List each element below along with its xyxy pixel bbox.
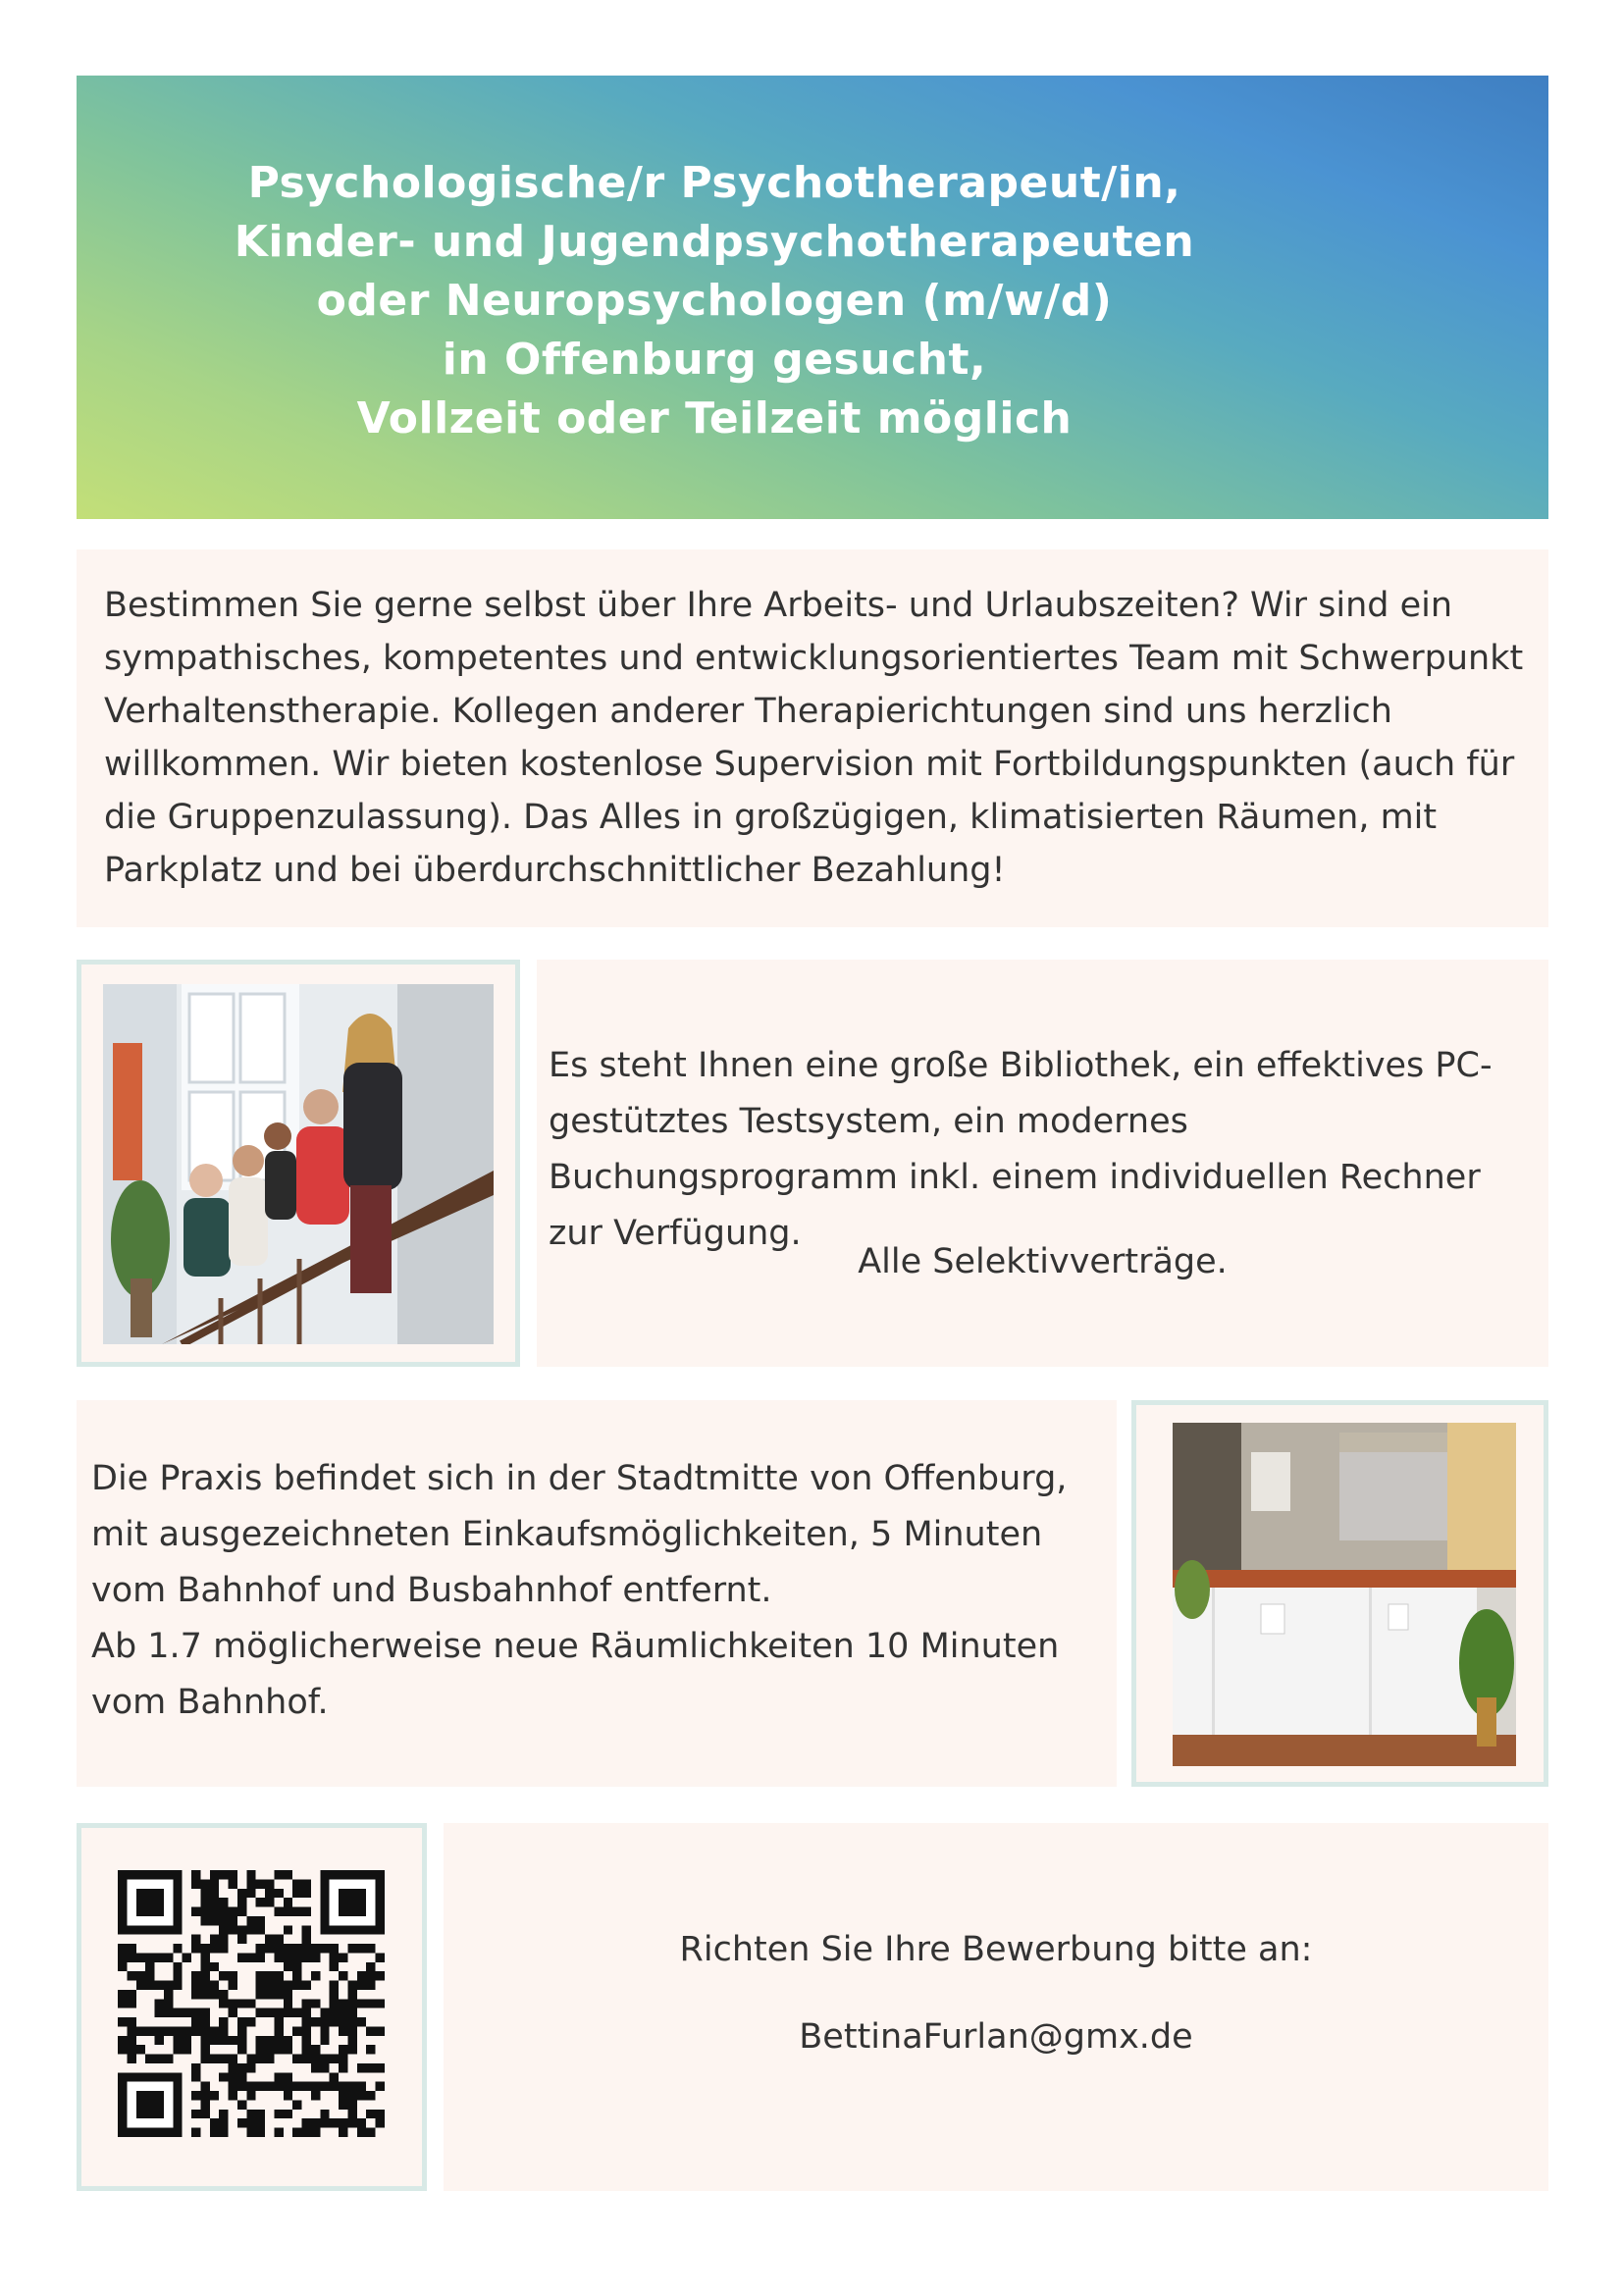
contact-label: Richten Sie Ihre Bewerbung bitte an: — [679, 1930, 1313, 1969]
location-paragraph — [91, 1451, 1112, 1731]
title-line: Psychologische/r Psychotherapeut/in, — [247, 158, 1181, 208]
reception-photo-frame — [1131, 1400, 1548, 1787]
qr-code-frame — [77, 1823, 427, 2191]
location-section — [77, 1400, 1117, 1787]
title-line: Kinder- und Jugendpsychotherapeuten — [234, 217, 1195, 267]
equipment-paragraph: Es steht Ihnen eine große Bibliothek, ein effektives PC-gestütztes Testsystem, ein modernes Buchungsprogramm inkl. einem individuellen Rechner zur Verfügung. — [549, 1046, 1493, 1253]
team-photo — [103, 984, 494, 1344]
title-line: oder Neuropsychologen (m/w/d) — [316, 276, 1113, 326]
qr-code-icon[interactable] — [118, 1870, 385, 2137]
location-update: Ab 1.7 möglicherweise neue Räumlichkeiten 10 Minuten vom Bahnhof. — [91, 1627, 1060, 1722]
header-banner — [77, 76, 1548, 519]
intro-paragraph: Bestimmen Sie gerne selbst über Ihre Arbeits- und Urlaubszeiten? Wir sind ein sympathisches, kompetentes und entwicklungsorientiertes Team mit Schwerpunkt Verhaltenstherapie. Kollegen anderer Therapierichtungen sind uns herzlich willkommen. Wir bieten kostenlose Supervision mit Fortbildungspunkten (auch für die Gruppenzulassung). Das Alles in großzügigen, klimatisierten Räumen, mit Parkplatz und bei überdurchschnittlicher Bezahlung! — [104, 586, 1524, 890]
contact-email[interactable]: BettinaFurlan@gmx.de — [799, 2017, 1193, 2057]
equipment-section — [537, 960, 1548, 1367]
title-line: Vollzeit oder Teilzeit möglich — [356, 393, 1073, 443]
title-line: in Offenburg gesucht, — [442, 335, 987, 385]
intro-section — [77, 549, 1548, 927]
contact-section — [444, 1823, 1548, 2191]
location-description: Die Praxis befindet sich in der Stadtmitte von Offenburg, mit ausgezeichneten Einkaufsmöglichkeiten, 5 Minuten vom Bahnhof und Busbahnhof entfernt. — [91, 1459, 1068, 1610]
reception-photo — [1173, 1423, 1516, 1766]
contracts-note: Alle Selektivverträge. — [858, 1242, 1228, 1281]
team-photo-frame — [77, 960, 520, 1367]
page-title — [224, 154, 1205, 448]
